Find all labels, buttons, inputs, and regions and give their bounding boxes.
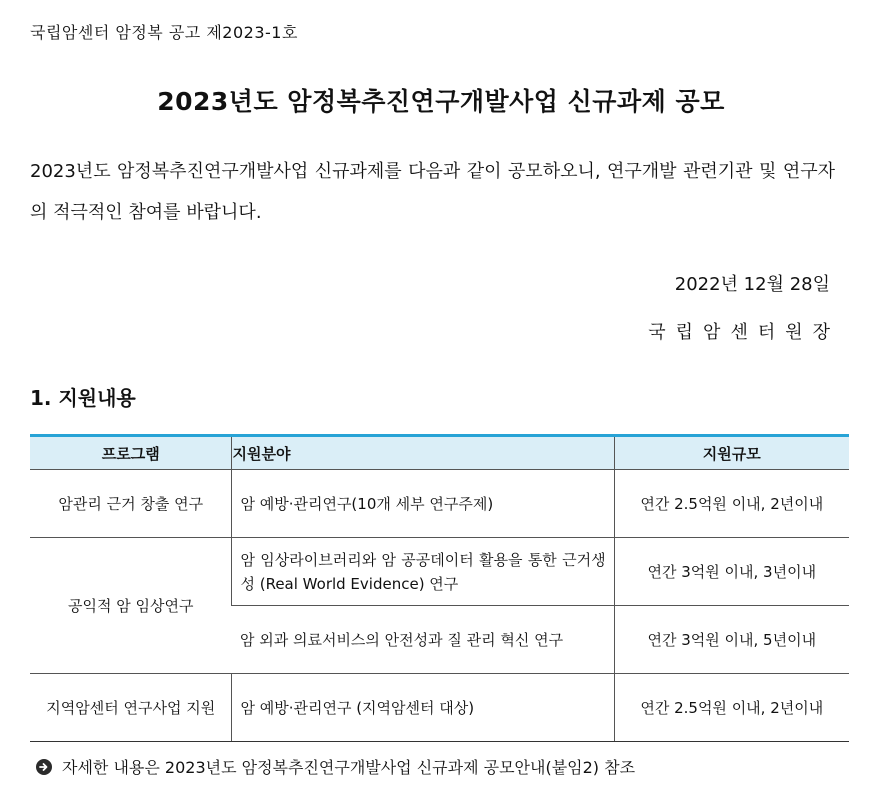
area-cell: 암 임상라이브러리와 암 공공데이터 활용을 통한 근거생성 (Real World Evidence) 연구 xyxy=(232,538,614,606)
support-table xyxy=(30,434,849,742)
program-cell: 지역암센터 연구사업 지원 xyxy=(30,674,232,742)
area-cell: 암 예방·관리연구(10개 세부 연구주제) xyxy=(232,470,614,538)
scale-cell: 연간 2.5억원 이내, 2년이내 xyxy=(614,470,849,538)
column-header-scale: 지원규모 xyxy=(614,436,849,470)
area-cell: 암 예방·관리연구 (지역암센터 대상) xyxy=(232,674,614,742)
scale-cell: 연간 2.5억원 이내, 2년이내 xyxy=(614,674,849,742)
scale-cell: 연간 3억원 이내, 3년이내 xyxy=(614,538,849,606)
column-header-program: 프로그램 xyxy=(30,436,232,470)
reference-note xyxy=(36,755,635,778)
issuer-name: 국립암센터원장 xyxy=(648,322,840,343)
page-title: 2023년도 암정복추진연구개발사업 신규과제 공모 xyxy=(157,87,725,116)
scale-cell: 연간 3억원 이내, 5년이내 xyxy=(614,606,849,674)
table-row xyxy=(30,538,849,606)
arrow-circle-icon xyxy=(36,759,52,775)
table-row xyxy=(30,674,849,742)
program-cell: 암관리 근거 창출 연구 xyxy=(30,470,232,538)
section-title: 1. 지원내용 xyxy=(30,386,136,410)
table-row xyxy=(30,470,849,538)
announcement-date: 2022년 12월 28일 xyxy=(674,274,830,295)
table-header-row xyxy=(30,436,849,470)
document-number: 국립암센터 암정복 공고 제2023-1호 xyxy=(30,23,298,42)
program-cell: 공익적 암 임상연구 xyxy=(30,538,232,674)
intro-paragraph: 2023년도 암정복추진연구개발사업 신규과제를 다음과 같이 공모하오니, 연구개발 관련기관 및 연구자의 적극적인 참여를 바랍니다. xyxy=(30,161,835,223)
column-header-area: 지원분야 xyxy=(232,436,614,470)
reference-note-text: 자세한 내용은 2023년도 암정복추진연구개발사업 신규과제 공모안내(붙임2) 참조 xyxy=(62,758,636,777)
area-cell: 암 외과 의료서비스의 안전성과 질 관리 혁신 연구 xyxy=(232,606,614,674)
